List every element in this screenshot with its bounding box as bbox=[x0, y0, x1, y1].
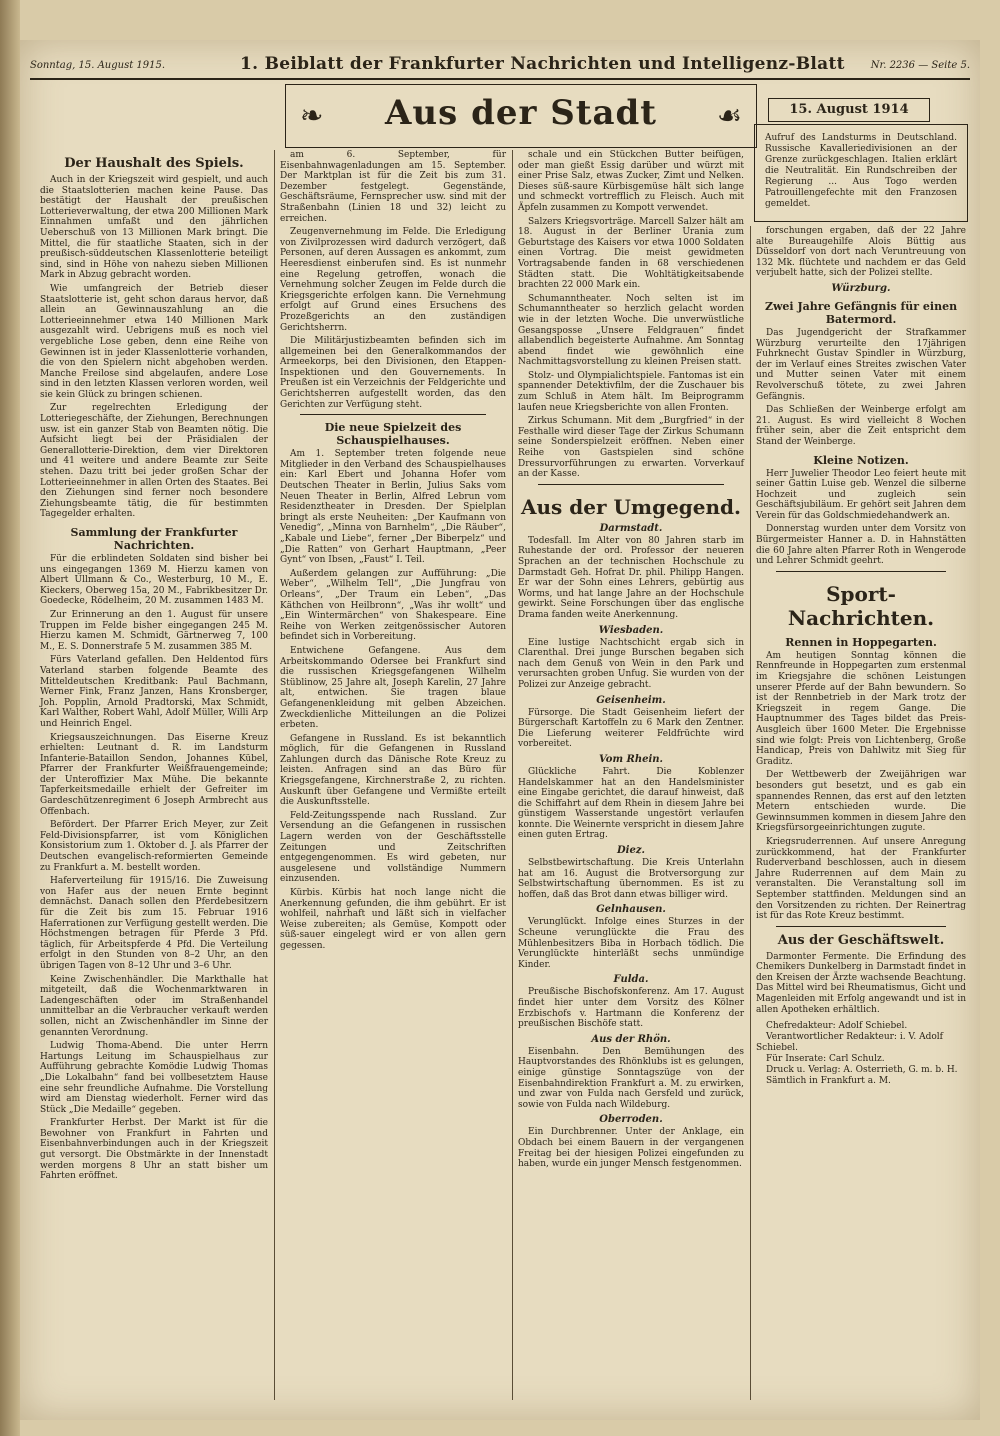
article-paragraph: Fürs Vaterland gefallen. Den Heldentod fürs Vaterland starben folgende Beamte des Mitteldeutschen Kreditbank: Paul Bachmann, Werner Fink, Franz Janzen, Hans Kronsberger, Joh. Popplin, Arnold Pradtorski, Max Schmidt, Karl Walther, Robert Wahl, Adolf Müller, Willi Arp und Heinrich Engel. bbox=[40, 655, 268, 729]
imprint-line: Druck u. Verlag: A. Osterrieth, G. m. b. H. bbox=[766, 1065, 958, 1076]
article-paragraph: Für die erblindeten Soldaten sind bisher bei uns eingegangen 1369 M. Hierzu kamen von Albert Ullmann & Co., Westerburg, 10 M., E. Kieckers, Oberweg 15a, 20 M., Fabrikbesitzer Dr. Goedecke, Rödelheim, 20 M. zusammen 1483 M. bbox=[40, 554, 268, 607]
article-paragraph: Befördert. Der Pfarrer Erich Meyer, zur Zeit Feld-Divisionspfarrer, ist vom Königlichen Konsistorium zum 1. Oktober d. J. als Pfarrer der Deutschen evangelisch-reformierten Gemeinde zu Frankfurt a. M. bestellt worden. bbox=[40, 820, 268, 873]
article-heading: Kleine Notizen. bbox=[813, 453, 909, 467]
anniversary-date-box: 15. August 1914 bbox=[768, 98, 930, 122]
column-4 bbox=[756, 226, 966, 1400]
article-paragraph: Zeugenvernehmung im Felde. Die Erledigung von Zivilprozessen wird dadurch verzögert, daß Personen, auf deren Aussagen es ankommt, zum Heeresdienst einberufen sind. Es ist nunmehr eine Regelung getroffen, wonach die Vernehmung solcher Zeugen im Felde durch die Kriegsgerichte erfolgen kann. Die Vernehmung erfolgt auf Grund eines Ersuchens des Prozeßgerichts an den zuständigen Gerichtsherrn. bbox=[280, 227, 506, 333]
article-paragraph: forschungen ergaben, daß der 22 Jahre alte Bureaugehilfe Alois Büttig aus Düsseldorf von dort nach Veruntreuung von 132 Mk. flüchtete und nachdem er das Geld verjubelt hatte, sich der Polizei stellte. bbox=[756, 226, 966, 279]
article-paragraph: Das Jugendgericht der Strafkammer Würzburg verurteilte den 17jährigen Fuhrknecht Gustav Spindler in Würzburg, der im Verlauf eines Streites zwischen Vater und Mutter seinen Vater mit einem Revolverschuß tötete, zu zwei Jahren Gefängnis. bbox=[756, 327, 966, 402]
imprint-line: Verantwortlicher Redakteur: i. V. Adolf Schiebel. bbox=[756, 1032, 943, 1054]
article-paragraph: schale und ein Stückchen Butter beifügen, oder man gießt Essig darüber und würzt mit einer Prise Salz, etwas Zucker, Zimt und Nelken. Dieses süß-saure Kürbisgemüse hält sich lange und schmeckt vortrefflich zu Fleisch. Auch mit Äpfeln zusammen zu Kompott verwendet. bbox=[518, 150, 744, 213]
ornament-left-icon: ❧ bbox=[300, 99, 324, 132]
imprint-line: Sämtlich in Frankfurt a. M. bbox=[766, 1076, 891, 1087]
column-divider bbox=[750, 226, 751, 1400]
column-2 bbox=[280, 150, 506, 1400]
section-heading: Aus der Umgegend. bbox=[521, 494, 741, 519]
article-paragraph: Kriegsauszeichnungen. Das Eiserne Kreuz erhielten: Leutnant d. R. im Landsturm Infanterie-Bataillon Sendon, Johannes Kübel, Pfarrer der Frankfurter Weißfrauengemeinde; der Unteroffizier Max Mühe. Die bekannte Tapferkeitsmedaille erhielt der Gefreiter im Gardeschützenregiment 6 Joseph Armbrecht aus Offenbach. bbox=[40, 732, 268, 817]
article-paragraph: Kriegsruderrennen. Auf unsere Anregung zurückkommend, hat der Frankfurter Ruderverband beschlossen, auch in diesem Jahre Ruderrennen auf dem Main zu veranstalten. Die Veranstaltung soll im September stattfinden. Meldungen sind an den Vorsitzenden zu richten. Der Reinertrag ist für das Rote Kreuz bestimmt. bbox=[756, 836, 966, 922]
book-spine bbox=[0, 0, 20, 1436]
ornament-right-icon: ☙ bbox=[716, 99, 742, 132]
article-paragraph: Eine lustige Nachtschicht ergab sich in Clarenthal. Drei junge Burschen begaben sich nach dem Genuß von Wein in den Park und verursachten groben Unfug. Sie wurden von der Polizei zur Anzeige gebracht. bbox=[518, 637, 744, 690]
article-heading: Zwei Jahre Gefängnis für einen Batermord. bbox=[764, 299, 958, 326]
article-paragraph: Haferverteilung für 1915/16. Die Zuweisung von Hafer aus der neuen Ernte beginnt demnächst. Danach sollen den Pferdebesitzern für die Zeit bis zum 15. Februar 1916 Haferrationen zur Verfügung gestellt werden. Die Höchstmengen betragen für Pferde 3 Pfd. täglich, für Arbeitspferde 4 Pfd. Die Verteilung erfolgt in den Stunden von 8–2 Uhr, an den übrigen Tagen von 8–12 Uhr und 3–6 Uhr. bbox=[40, 876, 268, 971]
anniversary-notice bbox=[754, 124, 968, 222]
place-heading: Aus der Rhön. bbox=[591, 1033, 671, 1045]
article-paragraph: Gefangene in Russland. Es ist bekanntlich möglich, für die Gefangenen in Russland Zahlungen durch das Dänische Rote Kreuz zu leisten. Anfragen sind an das Büro für Kriegsgefangene, Kirchnerstraße 2, zu richten. Auskunft über Gefangene und Vermißte erteilt die Auskunftsstelle. bbox=[280, 733, 506, 808]
newspaper-page bbox=[20, 40, 980, 1420]
place-heading: Oberroden. bbox=[599, 1114, 663, 1126]
masthead-date: Sonntag, 15. August 1915. bbox=[30, 60, 166, 71]
separator-line bbox=[776, 571, 946, 572]
article-paragraph: Darmonter Fermente. Die Erfindung des Chemikers Dunkelberg in Darmstadt findet in den Kreisen der Ärzte wachsende Beachtung. Das Mittel wird bei Rheumatismus, Gicht und Magenleiden mit Erfolg angewandt und ist in allen Apotheken erhältlich. bbox=[756, 951, 966, 1015]
article-paragraph: Stolz- und Olympialichtspiele. Fantomas ist ein spannender Detektivfilm, der die Zuschauer bis zum Schluß in Atem hält. Im Beiprogramm laufen neue Kriegsberichte von allen Fronten. bbox=[518, 370, 744, 413]
article-paragraph: Donnerstag wurden unter dem Vorsitz von Bürgermeister Hanner a. D. in Hahnstätten die 60 Jahre alten Pfarrer Roth in Wengerode und Lehrer Schmidt geehrt. bbox=[756, 524, 966, 567]
place-heading: Fulda. bbox=[613, 974, 649, 986]
banner-title: Aus der Stadt bbox=[384, 93, 657, 133]
article-paragraph: Außerdem gelangen zur Aufführung: „Die Weber“, „Wilhelm Tell“, „Die Jungfrau von Orleans“, „Der Traum ein Leben“, „Das Käthchen von Heilbronn“, „Was ihr wollt“ und „Ein Wintermärchen“ von Shakespeare. Eine Reihe von Werken zeitgenössischer Autoren befindet sich in Vorbereitung. bbox=[280, 568, 506, 643]
article-paragraph: Feld-Zeitungsspende nach Russland. Zur Versendung an die Gefangenen in russischen Lagern werden von der Geschäftsstelle Zeitungen und Zeitschriften entgegengenommen. Es wird gebeten, nur ausgelesene und vollständige Nummern einzusenden. bbox=[280, 810, 506, 885]
article-paragraph: Fürsorge. Die Stadt Geisenheim liefert der Bürgerschaft Kartoffeln zu 6 Mark den Zentner. Die Lieferung weiterer Feldfrüchte wird vorbereitet. bbox=[518, 707, 744, 750]
place-heading: Gelnhausen. bbox=[596, 904, 666, 916]
article-paragraph: Ludwig Thoma-Abend. Die unter Herrn Hartungs Leitung im Schauspielhaus zur Aufführung gebrachte Komödie Ludwig Thomas „Die Lokalbahn“ fand bei vollbesetztem Hause eine sehr freundliche Aufnahme. Die Vorstellung wird am Dienstag wiederholt. Ferner wird das Stück „Die Medaille“ gegeben. bbox=[40, 1041, 268, 1115]
article-paragraph: Der Wettbewerb der Zweijährigen war besonders gut besetzt, und es gab ein spannendes Rennen, das erst auf den letzten Metern entschieden wurde. Die Gewinnsummen kommen in diesem Jahre den Kriegsfürsorgeeinrichtungen zugute. bbox=[756, 770, 966, 834]
article-paragraph: Die Militärjustizbeamten befinden sich im allgemeinen bei den Generalkommandos der Armeekorps, bei den Divisionen, den Etappen-Inspektionen und den Gouvernements. In Preußen ist ein Verzeichnis der Feldgerichte und Gerichtsherren aufgestellt worden, das den Gerichten zur Verfügung steht. bbox=[280, 336, 506, 410]
article-paragraph: Am 1. September treten folgende neue Mitglieder in den Verband des Schauspielhauses ein: Karl Ebert und Johanna Hofer vom Deutschen Theater in Berlin, Julius Saks vom Neuen Theater in Berlin, Alfred Lebrun vom Residenztheater in Dresden. Der Spielplan bringt als erste Neuheiten: „Der Kaufmann von Venedig“, „Minna von Barnhelm“, „Die Räuber“, „Kabale und Liebe“, ferner „Der Biberpelz“ und „Die Ratten“ von Gerhart Hauptmann, „Peer Gynt“ von Ibsen, „Faust“ I. Teil. bbox=[280, 449, 506, 566]
article-paragraph: am 6. September, für Eisenbahnwagenladungen am 15. September. Der Marktplan ist für die Zeit bis zum 31. Dezember festgelegt. Gegenstände, Geschäftsräume, Fernsprecher usw. sind mit der Straßenbahn (Linien 18 und 32) leicht zu erreichen. bbox=[280, 150, 506, 224]
masthead-title: 1. Beiblatt der Frankfurter Nachrichten und Intelligenz-Blatt bbox=[240, 54, 845, 74]
article-paragraph: Kürbis. Kürbis hat noch lange nicht die Anerkennung gefunden, die ihm gebührt. Er ist wohlfeil, nahrhaft und läßt sich in vielfacher Weise zubereiten; als Gemüse, Kompott oder süß-sauer eingelegt wird er von allen gern gegessen. bbox=[280, 888, 506, 951]
masthead bbox=[30, 54, 970, 76]
article-paragraph: Ein Durchbrenner. Unter der Anklage, ein Obdach bei einem Bauern in der vergangenen Freitag bei der hiesigen Polizei eingefunden zu haben, wurde ein junger Mensch festgenommen. bbox=[518, 1127, 744, 1170]
imprint-line: Chefredakteur: Adolf Schiebel. bbox=[766, 1021, 908, 1032]
article-paragraph: Verunglückt. Infolge eines Sturzes in der Scheune verunglückte die Frau des Mühlenbesitzers Biba in Horbach tödlich. Die Verunglückte hinterläßt sechs unmündige Kinder. bbox=[518, 917, 744, 970]
place-heading: Geisenheim. bbox=[596, 694, 666, 706]
article-heading: Der Haushalt des Spiels. bbox=[64, 156, 244, 171]
article-paragraph: Selbstbewirtschaftung. Die Kreis Unterlahn hat am 16. August die Brotversorgung zur Selbstwirtschaftung übernommen. Es ist zu hoffen, daß das Brot dann etwas billiger wird. bbox=[518, 858, 744, 900]
article-paragraph: Zur regelrechten Erledigung der Lotteriegeschäfte, der Ziehungen, Berechnungen usw. ist ein ganzer Stab von Beamten nötig. Die Aufsicht liegt bei der Präsidialen der Generallotterie-Direktion, dem vier Direktoren und 41 weitere und andere Beamte zur Seite stehen. Dazu tritt bei jeder großen Schar der Lotterieeinnehmer in allen Orten des Staates. Bei den Ziehungen sind ferner noch besondere Ziehungsbeamte tätig, die für bestimmten Tagegelder erhalten. bbox=[40, 403, 268, 520]
masthead-rule bbox=[30, 78, 970, 80]
article-paragraph: Herr Juwelier Theodor Leo feiert heute mit seiner Gattin Luise geb. Wenzel die silberne Hochzeit und zugleich sein Geschäftsjubiläum. Er gehört seit Jahren dem Verein für das Goldschmiedehandwerk an. bbox=[756, 468, 966, 521]
article-paragraph: Zur Erinnerung an den 1. August für unsere Truppen im Felde bisher eingegangen 245 M. Hierzu kamen M. Schmidt, Gärtnerweg 7, 100 M., E. S. Donnerstrafe 5 M. zusammen 385 M. bbox=[40, 609, 268, 652]
article-paragraph: Auch in der Kriegszeit wird gespielt, und auch die Staatslotterien machen keine Pause. Das bestätigt der Haushalt der preußischen Lotterieverwaltung, der etwa 200 Millionen Mark Einnahmen umfaßt und den jährlichen Ueberschuß von 13 Millionen Mark bringt. Die Mittel, die für staatliche Staaten, sich in der preußisch-süddeutschen Klassenlotterie beteiligt sind, sind in Höhe von nahezu sieben Millionen Mark in Abzug gebracht worden. bbox=[40, 175, 268, 281]
section-heading: Sport-Nachrichten. bbox=[787, 581, 935, 630]
masthead-number: Nr. 2236 — Seite 5. bbox=[870, 60, 970, 71]
article-paragraph: Todesfall. Im Alter von 80 Jahren starb im Ruhestande der ord. Professor der neueren Sprachen an der technischen Hochschule zu Darmstadt Geh. Hofrat Dr. phil. Philipp Hangen. Er war der Sohn eines Lehrers, gebürtig aus Worms, und hat lange Jahre an der Hochschule gewirkt. Seine Forschungen über das englische Drama fanden weite Anerkennung. bbox=[518, 535, 744, 620]
separator-line bbox=[538, 484, 724, 485]
article-heading: Sammlung der Frankfurter Nachrichten. bbox=[70, 526, 238, 552]
place-heading: Wiesbaden. bbox=[598, 624, 664, 636]
article-paragraph: Keine Zwischenhändler. Die Markthalle hat mitgeteilt, daß die Wochenmarktwaren in Ladengeschäften oder im Straßenhandel unmittelbar an die Verbraucher verkauft werden sollen, nicht an Zwischenhändler im Sinne der genannten Verordnung. bbox=[40, 974, 268, 1038]
imprint bbox=[756, 1021, 966, 1087]
article-paragraph: Wie umfangreich der Betrieb dieser Staatslotterie ist, geht schon daraus hervor, daß allein an Gewinnauszahlung an die Lotterieeinnehmer etwa 140 Millionen Mark ausgezahlt wird. Uebrigens muß es noch viel vergebliche Lose geben, denn eine Reihe von Gewinnen ist in jeder Klassenlotterie vorhanden, die von den Spielern nicht abgehoben werden. Manche Freilose sind abgelaufen, andere Lose sind in den letzten Klassen verloren worden, weil sie kein Glück zu bringen schienen. bbox=[40, 283, 268, 400]
article-paragraph: Preußische Bischofskonferenz. Am 17. August findet hier unter dem Vorsitz des Kölner Erzbischofs v. Hartmann die Konferenz der preußischen Bischöfe statt. bbox=[518, 987, 744, 1030]
separator-line bbox=[776, 926, 946, 927]
section-heading: Aus der Geschäftswelt. bbox=[777, 932, 945, 948]
place-heading: Darmstadt. bbox=[599, 522, 663, 534]
place-heading: Diez. bbox=[617, 845, 645, 857]
imprint-line: Für Inserate: Carl Schulz. bbox=[766, 1054, 885, 1065]
article-paragraph: Frankfurter Herbst. Der Markt ist für die Bewohner von Frankfurt in Fahrten und Eisenbahnverbindungen auch in der Kriegszeit gut versorgt. Die Obstmärkte in der Innenstadt werden morgens 8 Uhr an statt bisher um Fahrten eröffnet. bbox=[40, 1118, 268, 1182]
column-divider bbox=[512, 150, 513, 1400]
anniversary-notice-text: Aufruf des Landsturms in Deutschland. Russische Kavalleriedivisionen an der Grenze zurückgeschlagen. Italien erklärt die Neutralität. Ein Rundschreiben der Regierung ... Aus Togo werden Patrouillengefechte mit den Franzosen gemeldet. bbox=[765, 133, 957, 209]
article-paragraph: Glückliche Fahrt. Die Koblenzer Handelskammer hat an den Handelsminister eine Eingabe gerichtet, die darauf hinweist, daß die Schiffahrt auf dem Rhein in diesem Jahre bei günstigem Wasserstande ungestört verlaufen konnte. Die Weinernte verspricht in diesem Jahre einen guten Ertrag. bbox=[518, 766, 744, 841]
article-paragraph: Schumanntheater. Noch selten ist im Schumanntheater so herzlich gelacht worden wie in der letzten Woche. Die unverwüstliche Gesangsposse „Unsere Feldgrauen“ findet allabendlich begeisterte Aufnahme. Am Sonntag abend findet wie gewöhnlich eine Nachmittagsvorstellung zu kleinen Preisen statt. bbox=[518, 293, 744, 368]
article-paragraph: Entwichene Gefangene. Aus dem Arbeitskommando Odersee bei Frankfurt sind die russischen Kriegsgefangenen Wilhelm Stüblinow, 25 Jahre alt, Joseph Karelin, 27 Jahre alt, entwichen. Sie tragen blaue Gefangenenkleidung mit gelben Abzeichen. Zweckdienliche Mitteilungen an die Polizei erbeten. bbox=[280, 645, 506, 731]
article-heading: Rennen in Hoppegarten. bbox=[785, 635, 937, 649]
article-paragraph: Zirkus Schumann. Mit dem „Burgfried“ in der Festhalle wird dieser Tage der Zirkus Schumann seine Sonderspielzeit eröffnen. Neben einer Reihe von Gastspielen sind schöne Dressurvorführungen zu erwarten. Vorverkauf an der Kasse. bbox=[518, 416, 744, 480]
separator-line bbox=[300, 414, 486, 415]
article-paragraph: Das Schließen der Weinberge erfolgt am 21. August. Es wird vielleicht 8 Wochen früher sein, aber die Zeit entspricht dem Stand der Weinberge. bbox=[756, 405, 966, 447]
column-3 bbox=[518, 150, 744, 1400]
section-banner bbox=[285, 84, 757, 148]
place-heading: Würzburg. bbox=[831, 282, 891, 294]
article-paragraph: Salzers Kriegsvorträge. Marcell Salzer hält am 18. August in der Berliner Urania zum Geburtstage des Kaisers vor etwa 1000 Soldaten einen Vortrag. Die meist gewidmeten Vortragsabende fanden in 68 verschiedenen Städten statt. Die Wohltätigkeitsabende brachten 22 000 Mark ein. bbox=[518, 216, 744, 291]
article-heading: Die neue Spielzeit des Schauspielhauses. bbox=[324, 421, 462, 448]
column-1 bbox=[40, 150, 268, 1400]
place-heading: Vom Rhein. bbox=[598, 753, 664, 765]
column-divider bbox=[274, 150, 275, 1400]
article-paragraph: Am heutigen Sonntag können die Rennfreunde in Hoppegarten zum erstenmal im Kriegsjahre die schönen Leistungen unserer Pferde auf der Bahn bewundern. So ist der Rennbetrieb in der Mark trotz der Kriegszeit in regem Gange. Die Hauptnummer des Tages bildet das Preis-Ausgleich über 1600 Meter. Die Ergebnisse sind wie folgt: Preis von Lichtenberg, Große Handicap, Preis von Dahlwitz mit Sieg für Graditz. bbox=[756, 650, 966, 767]
article-paragraph: Eisenbahn. Den Bemühungen des Hauptvorstandes des Rhönklubs ist es gelungen, einige günstige Sonntagszüge von der Eisenbahndirektion Frankfurt a. M. zu erwirken, und zwar von Fulda nach Gersfeld und zurück, sowie von Fulda nach Wildeburg. bbox=[518, 1046, 744, 1110]
